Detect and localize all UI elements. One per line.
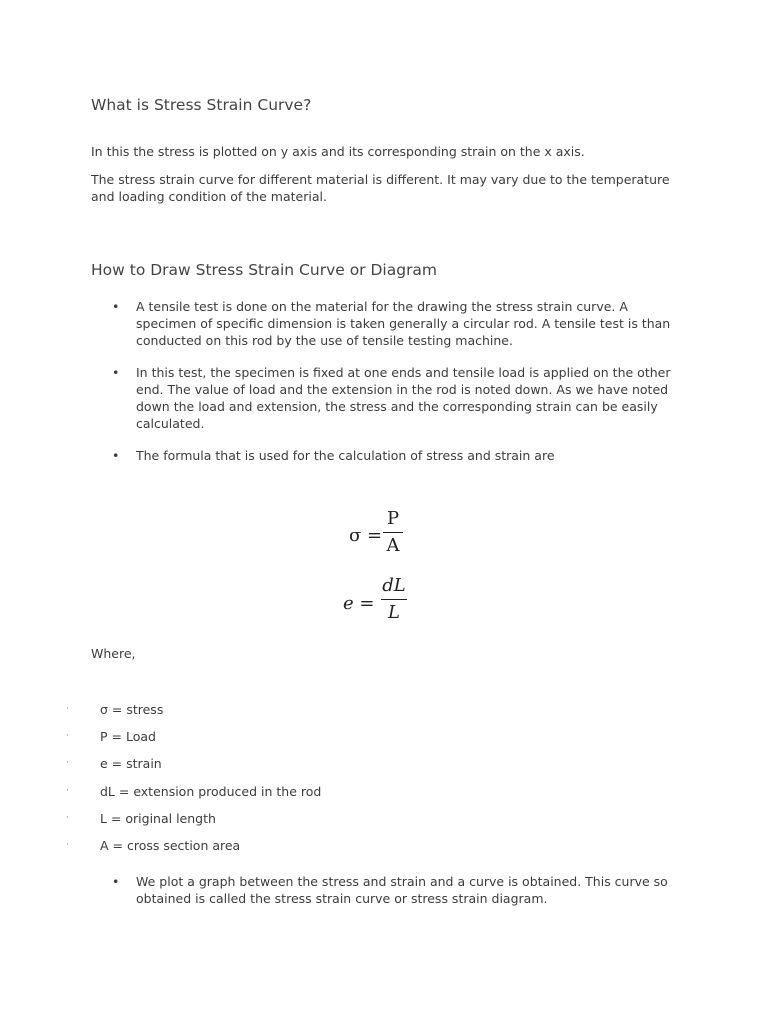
bullet-line: We plot a graph between the stress and strain and a curve is obtained. This curve so (136, 874, 668, 889)
intro-paragraph: In this the stress is plotted on y axis and its corresponding strain on the x axis. (91, 144, 585, 159)
bullet-icon: · (66, 704, 69, 714)
bullet-line: specimen of specific dimension is taken generally a circular rod. A tensile test is than (136, 316, 671, 331)
variable-definition: A = cross section area (100, 838, 241, 853)
bullet-icon: · (66, 731, 69, 741)
bullet-icon: • (112, 874, 120, 889)
bullet-icon: · (66, 758, 69, 768)
section-title-how-to-draw: How to Draw Stress Strain Curve or Diagram (91, 261, 438, 279)
where-label: Where, (91, 646, 136, 661)
material-paragraph-line2: and loading condition of the material. (91, 189, 327, 204)
stress-numerator: P (386, 508, 400, 529)
bullet-line: obtained is called the stress strain curve or stress strain diagram. (136, 891, 548, 906)
bullet-icon: • (112, 299, 120, 314)
bullet-icon: · (66, 813, 69, 823)
bullet-line: The formula that is used for the calculation of stress and strain are (136, 448, 555, 463)
bullet-line: end. The value of load and the extension in the rod is noted down. As we have noted (136, 382, 669, 397)
bullet-line: down the load and extension, the stress and the corresponding strain can be easily (136, 399, 658, 414)
bullet-line: A tensile test is done on the material for the drawing the stress strain curve. A (136, 299, 628, 314)
variable-definition: e = strain (100, 756, 162, 771)
stress-formula-fraction (383, 509, 403, 556)
fraction-bar (381, 599, 407, 600)
bullet-line: calculated. (136, 416, 205, 431)
variable-definition: P = Load (100, 729, 156, 744)
strain-numerator: dL (382, 575, 406, 596)
bullet-line: conducted on this rod by the use of tensile testing machine. (136, 333, 513, 348)
strain-denominator: L (388, 602, 400, 623)
bullet-icon: · (66, 786, 69, 796)
stress-denominator: A (386, 535, 400, 556)
bullet-icon: · (66, 840, 69, 850)
bullet-icon: • (112, 365, 120, 380)
stress-formula-lhs: σ = (349, 525, 383, 546)
strain-formula-fraction (381, 576, 407, 623)
variable-definition: σ = stress (100, 702, 164, 717)
section-title-stress-strain-curve: What is Stress Strain Curve? (91, 96, 312, 114)
material-paragraph-line1: The stress strain curve for different material is different. It may vary due to the temperature (91, 172, 670, 187)
bullet-icon: • (112, 448, 120, 463)
variable-definition: dL = extension produced in the rod (100, 784, 322, 799)
strain-formula-lhs: e = (343, 593, 375, 614)
variable-definition: L = original length (100, 811, 216, 826)
bullet-line: In this test, the specimen is fixed at one ends and tensile load is applied on the other (136, 365, 671, 380)
fraction-bar (383, 532, 403, 533)
